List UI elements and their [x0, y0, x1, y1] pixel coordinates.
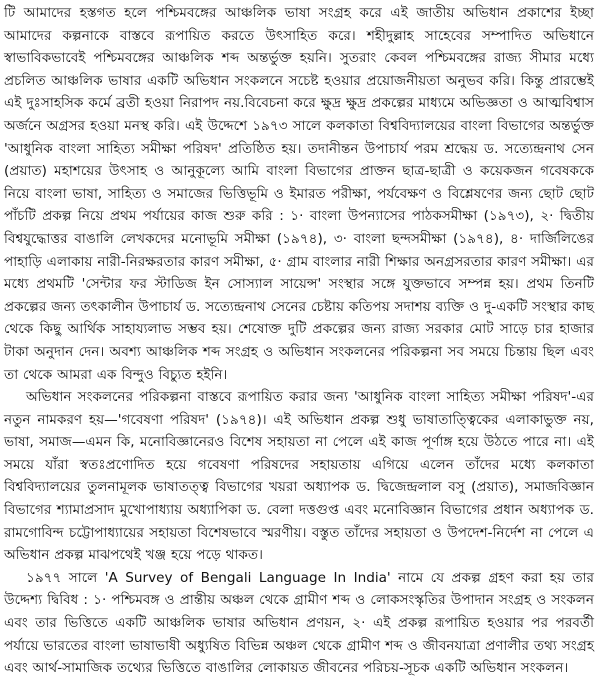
paragraph-3: ১৯৭৭ সালে 'A Survey of Bengali Language In India' নামে যে প্রকল্প গ্রহণ করা হয় তার উদ্দেশ্য দ্বিবিধ : ১· পশ্চিমবঙ্গ ও প্রান্তীয় অঞ্চল থেকে গ্রামীণ শব্দ ও লোকসংস্কৃতির উপাদান সংগ্রহ ও সংকলন এবং তার ভিত্তিতে একটি আঞ্চলিক ভাষার অভিধান প্রণয়ন, ২· এই প্রকল্প রূপায়িত হওয়ার পর পরবর্তী পর্যায়ে ভারতের বাংলা ভাষাভাষী অধ্যুষিত বিভিন্ন অঞ্চল থেকে গ্রামীণ শব্দ ও জীবনযাত্রা প্রণালীর তথ্য সংগ্রহ এবং আর্থ-সামাজিক তথ্যের ভিত্তিতে বাঙালির লোকায়ত জীবনের পরিচয়-সূচক একটি অভিধান সংকলন।	[4, 569, 594, 677]
paragraph-2: অভিধান সংকলনের পরিকল্পনা বাস্তবে রূপায়িত করার জন্য 'আধুনিক বাংলা সাহিত্য সমীক্ষা পরিষদ'-এর নতুন নামকরণ হয়—'গবেষণা পরিষদ' (১৯৭৪)। এই অভিধান প্রকল্প শুধু ভাষাতাত্ত্বিকের এলাকাভুক্ত নয়, ভাষা, সমাজ—এমন কি, মনোবিজ্ঞানেরও বিশেষ সহায়তা না পেলে এই কাজ পূর্ণাঙ্গ হয়ে উঠতে পারে না। এই সময়ে যাঁরা স্বতঃপ্রণোদিত হয়ে গবেষণা পরিষদের সহায়তায় এগিয়ে এলেন তাঁদের মধ্যে কলকাতা বিশ্ববিদ্যালয়ের তুলনামূলক ভাষাতত্ত্ব বিভাগের খয়রা অধ্যাপক ড. দ্বিজেন্দ্রলাল বসু (প্রয়াত), সমাজবিজ্ঞান বিভাগের শ্যামাপ্রসাদ মুখোপাধ্যায় অধ্যাপিকা ড. বেলা দত্তগুপ্ত এবং মনোবিজ্ঞান বিভাগের প্রধান অধ্যাপক ড. রামগোবিন্দ চট্টোপাধ্যায়ের সহায়তা বিশেষভাবে স্মরণীয়। বস্তুত তাঁদের সহায়তা ও উপদেশ-নির্দেশ না পেলে এ অভিধান প্রকল্প মাঝপথেই খঞ্জ হয়ে পড়ে থাকত।	[4, 389, 594, 564]
paragraph-1: টি আমাদের হস্তগত হলে পশ্চিমবঙ্গের আঞ্চলিক ভাষা সংগ্রহ করে এই জাতীয় অভিধান প্রকাশের ইচ্ছা আমাদের কল্পনাকে বাস্তবে রূপায়িত করতে উৎসাহিত করে। শহীদুল্লাহ সাহেবের সম্পাদিত অভিধানে স্বাভাবিকভাবেই পশ্চিমবঙ্গের আঞ্চলিক শব্দ অন্তর্ভুক্ত হয়নি। সুতরাং কেবল পশ্চিমবঙ্গের রাজ্য সীমার মধ্যে প্রচলিত আঞ্চলিক ভাষার একটি অভিধান সংকলনে সচেষ্ট হওয়ার প্রয়োজনীয়তা অনুভব করি। কিন্তু প্রারম্ভেই এই দুঃসাহসিক কর্মে ব্রতী হওয়া নিরাপদ নয়.বিবেচনা করে ক্ষুদ্র ক্ষুদ্র প্রকল্পের মাধ্যমে অভিজ্ঞতা ও আত্মবিশ্বাস অর্জনে অগ্রসর হওয়া মনস্থ করি। এই উদ্দেশে ১৯৭৩ সালে কলকাতা বিশ্ববিদ্যালয়ের বাংলা বিভাগের অন্তর্ভুক্ত 'আধুনিক বাংলা সাহিত্য সমীক্ষা পরিষদ' প্রতিষ্ঠিত হয়। তদানীন্তন উপাচার্য পরম শ্রদ্ধেয় ড. সত্যেন্দ্রনাথ সেন (প্রয়াত) মহাশয়ের উৎসাহ ও আনুকূল্যে আমি বাংলা বিভাগের প্রাক্তন ছাত্র-ছাত্রী ও কয়েকজন গবেষককে নিয়ে বাংলা ভাষা, সাহিত্য ও সমাজের ভিত্তিভূমি ও ইমারত পরীক্ষা, পর্যবেক্ষণ ও বিশ্লেষণের জন্য ছোট ছোট পাঁচটি প্রকল্প নিয়ে প্রথম পর্যায়ের কাজ শুরু করি : ১· বাংলা উপন্যাসের পাঠকসমীক্ষা (১৯৭৩), ২· দ্বিতীয় বিশ্বযুদ্ধোত্তর বাঙালি লেখকদের মনোভূমি সমীক্ষা (১৯৭৪), ৩· বাংলা ছন্দসমীক্ষা (১৯৭৪), ৪· দার্জিলিঙের পাহাড়ি এলাকায় নারী-নিরক্ষরতার কারণ সমীক্ষা, ৫· গ্রাম বাংলার নারী শিক্ষার অনগ্রসরতার কারণ সমীক্ষা। এর মধ্যে প্রথমটি 'সেন্টার ফর স্টাডিজ ইন সোস্যাল সায়েন্স' সংস্থার সঙ্গে যুক্তভাবে সম্পন্ন হয়। প্রথম তিনটি প্রকল্পের জন্য তৎকালীন উপাচার্য ড. সত্যেন্দ্রনাথ সেনের চেষ্টায় কতিপয় সদাশয় ব্যক্তি ও দু-একটি সংস্থার কাছ থেকে কিছু আর্থিক সাহায্যলাভ সম্ভব হয়। শেষোক্ত দুটি প্রকল্পের জন্য রাজ্য সরকার মোট সাড়ে চার হাজার টাকা অনুদান দেন। অবশ্য আঞ্চলিক শব্দ সংগ্রহ ও অভিধান সংকলনের পরিকল্পনা সব সময়ে চিন্তায় ছিল এবং তা থেকে আমরা এক বিন্দুও বিচ্যুত হইনি।	[4, 5, 595, 383]
